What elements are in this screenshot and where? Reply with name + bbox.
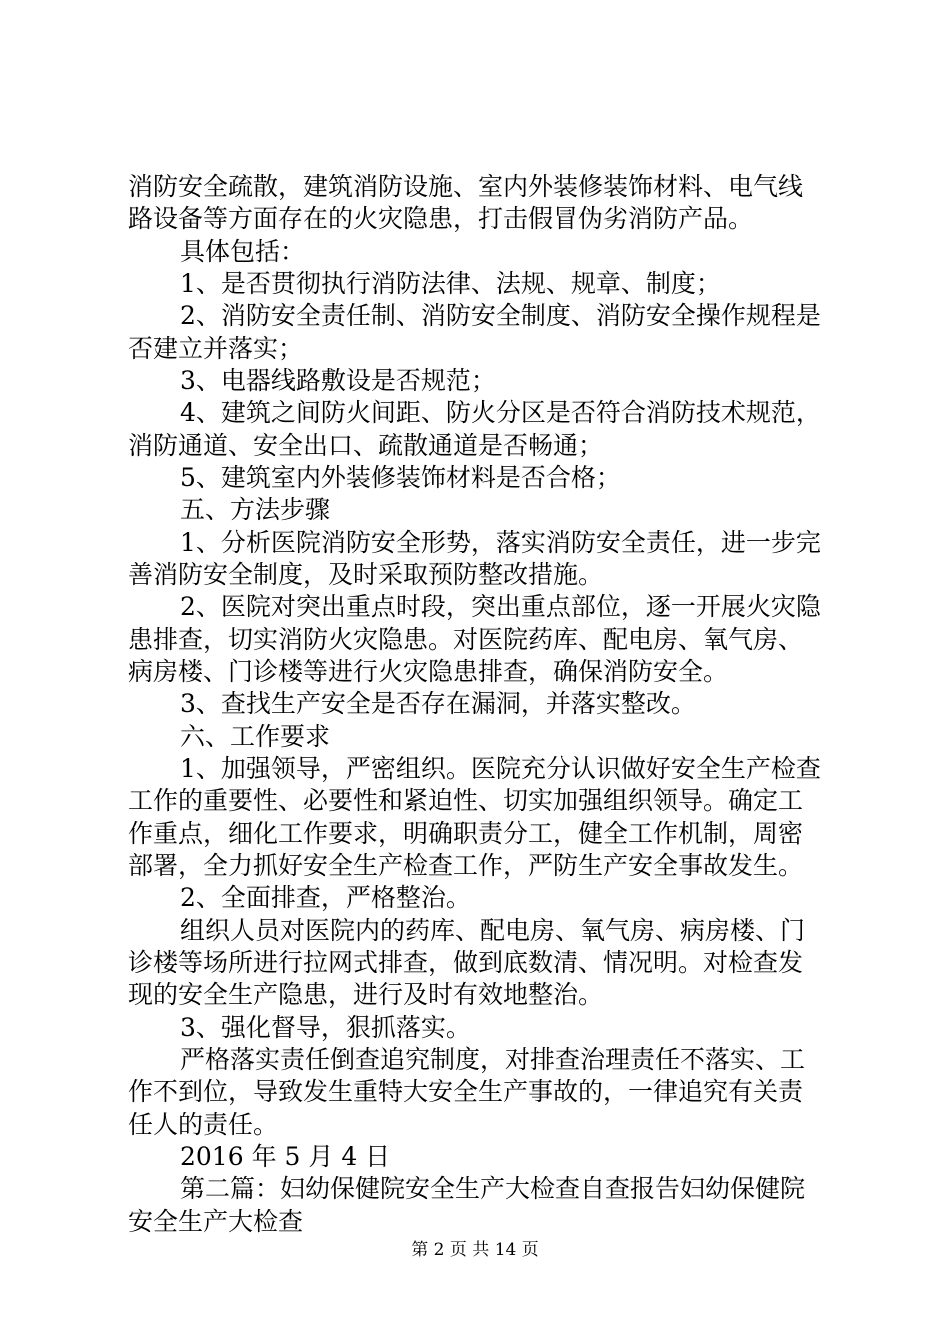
text-line: 3、查找生产安全是否存在漏洞，并落实整改。 bbox=[180, 689, 696, 719]
text-line: 路设备等方面存在的火灾隐患，打击假冒伪劣消防产品。 bbox=[128, 204, 754, 234]
text-line: 病房楼、门诊楼等进行火灾隐患排查，确保消防安全。 bbox=[128, 656, 729, 686]
text-line: 2016 年 5 月 4 日 bbox=[180, 1141, 391, 1171]
text-line: 5、建筑室内外装修装饰材料是否合格； bbox=[180, 462, 621, 492]
text-line: 诊楼等场所进行拉网式排查，做到底数清、情况明。对检查发 bbox=[128, 947, 804, 977]
text-line: 患排查，切实消防火灾隐患。对医院药库、配电房、氧气房、 bbox=[128, 624, 804, 654]
text-line: 2、消防安全责任制、消防安全制度、消防安全操作规程是 bbox=[180, 301, 821, 331]
text-line: 4、建筑之间防火间距、防火分区是否符合消防技术规范， bbox=[180, 398, 821, 428]
text-line: 第二篇：妇幼保健院安全生产大检查自查报告妇幼保健院 bbox=[180, 1174, 806, 1204]
text-line: 善消防安全制度，及时采取预防整改措施。 bbox=[128, 559, 604, 589]
text-line: 1、加强领导，严密组织。医院充分认识做好安全生产检查 bbox=[180, 753, 821, 783]
page-footer: 第 2 页 共 14 页 bbox=[411, 1240, 539, 1260]
text-line: 消防通道、安全出口、疏散通道是否畅通； bbox=[128, 430, 604, 460]
text-line: 作重点，细化工作要求，明确职责分工，健全工作机制，周密 bbox=[128, 818, 804, 848]
text-line: 五、方法步骤 bbox=[180, 495, 331, 525]
text-line: 具体包括： bbox=[180, 236, 306, 266]
text-line: 2、全面排查，严格整治。 bbox=[180, 883, 471, 913]
text-line: 否建立并落实； bbox=[128, 333, 304, 363]
document-body bbox=[128, 172, 834, 1239]
text-line: 部署，全力抓好安全生产检查工作，严防生产安全事故发生。 bbox=[128, 850, 804, 880]
text-line: 现的安全生产隐患，进行及时有效地整治。 bbox=[128, 980, 604, 1010]
text-line: 3、电器线路敷设是否规范； bbox=[180, 365, 496, 395]
text-line: 组织人员对医院内的药库、配电房、氧气房、病房楼、门 bbox=[180, 915, 806, 945]
text-line: 六、工作要求 bbox=[180, 721, 331, 751]
text-line: 2、医院对突出重点时段，突出重点部位，逐一开展火灾隐 bbox=[180, 592, 821, 622]
text-line: 作不到位，导致发生重特大安全生产事故的，一律追究有关责 bbox=[128, 1077, 804, 1107]
text-line: 消防安全疏散，建筑消防设施、室内外装修装饰材料、电气线 bbox=[128, 172, 804, 201]
text-line: 工作的重要性、必要性和紧迫性、切实加强组织领导。确定工 bbox=[128, 786, 804, 816]
text-line: 3、强化督导，狠抓落实。 bbox=[180, 1012, 471, 1042]
text-line: 任人的责任。 bbox=[128, 1109, 279, 1139]
text-line: 安全生产大检查 bbox=[128, 1206, 304, 1236]
text-line: 1、分析医院消防安全形势，落实消防安全责任，进一步完 bbox=[180, 527, 821, 557]
text-line: 1、是否贯彻执行消防法律、法规、规章、制度； bbox=[180, 268, 721, 298]
text-line: 严格落实责任倒查追究制度，对排查治理责任不落实、工 bbox=[180, 1044, 806, 1074]
